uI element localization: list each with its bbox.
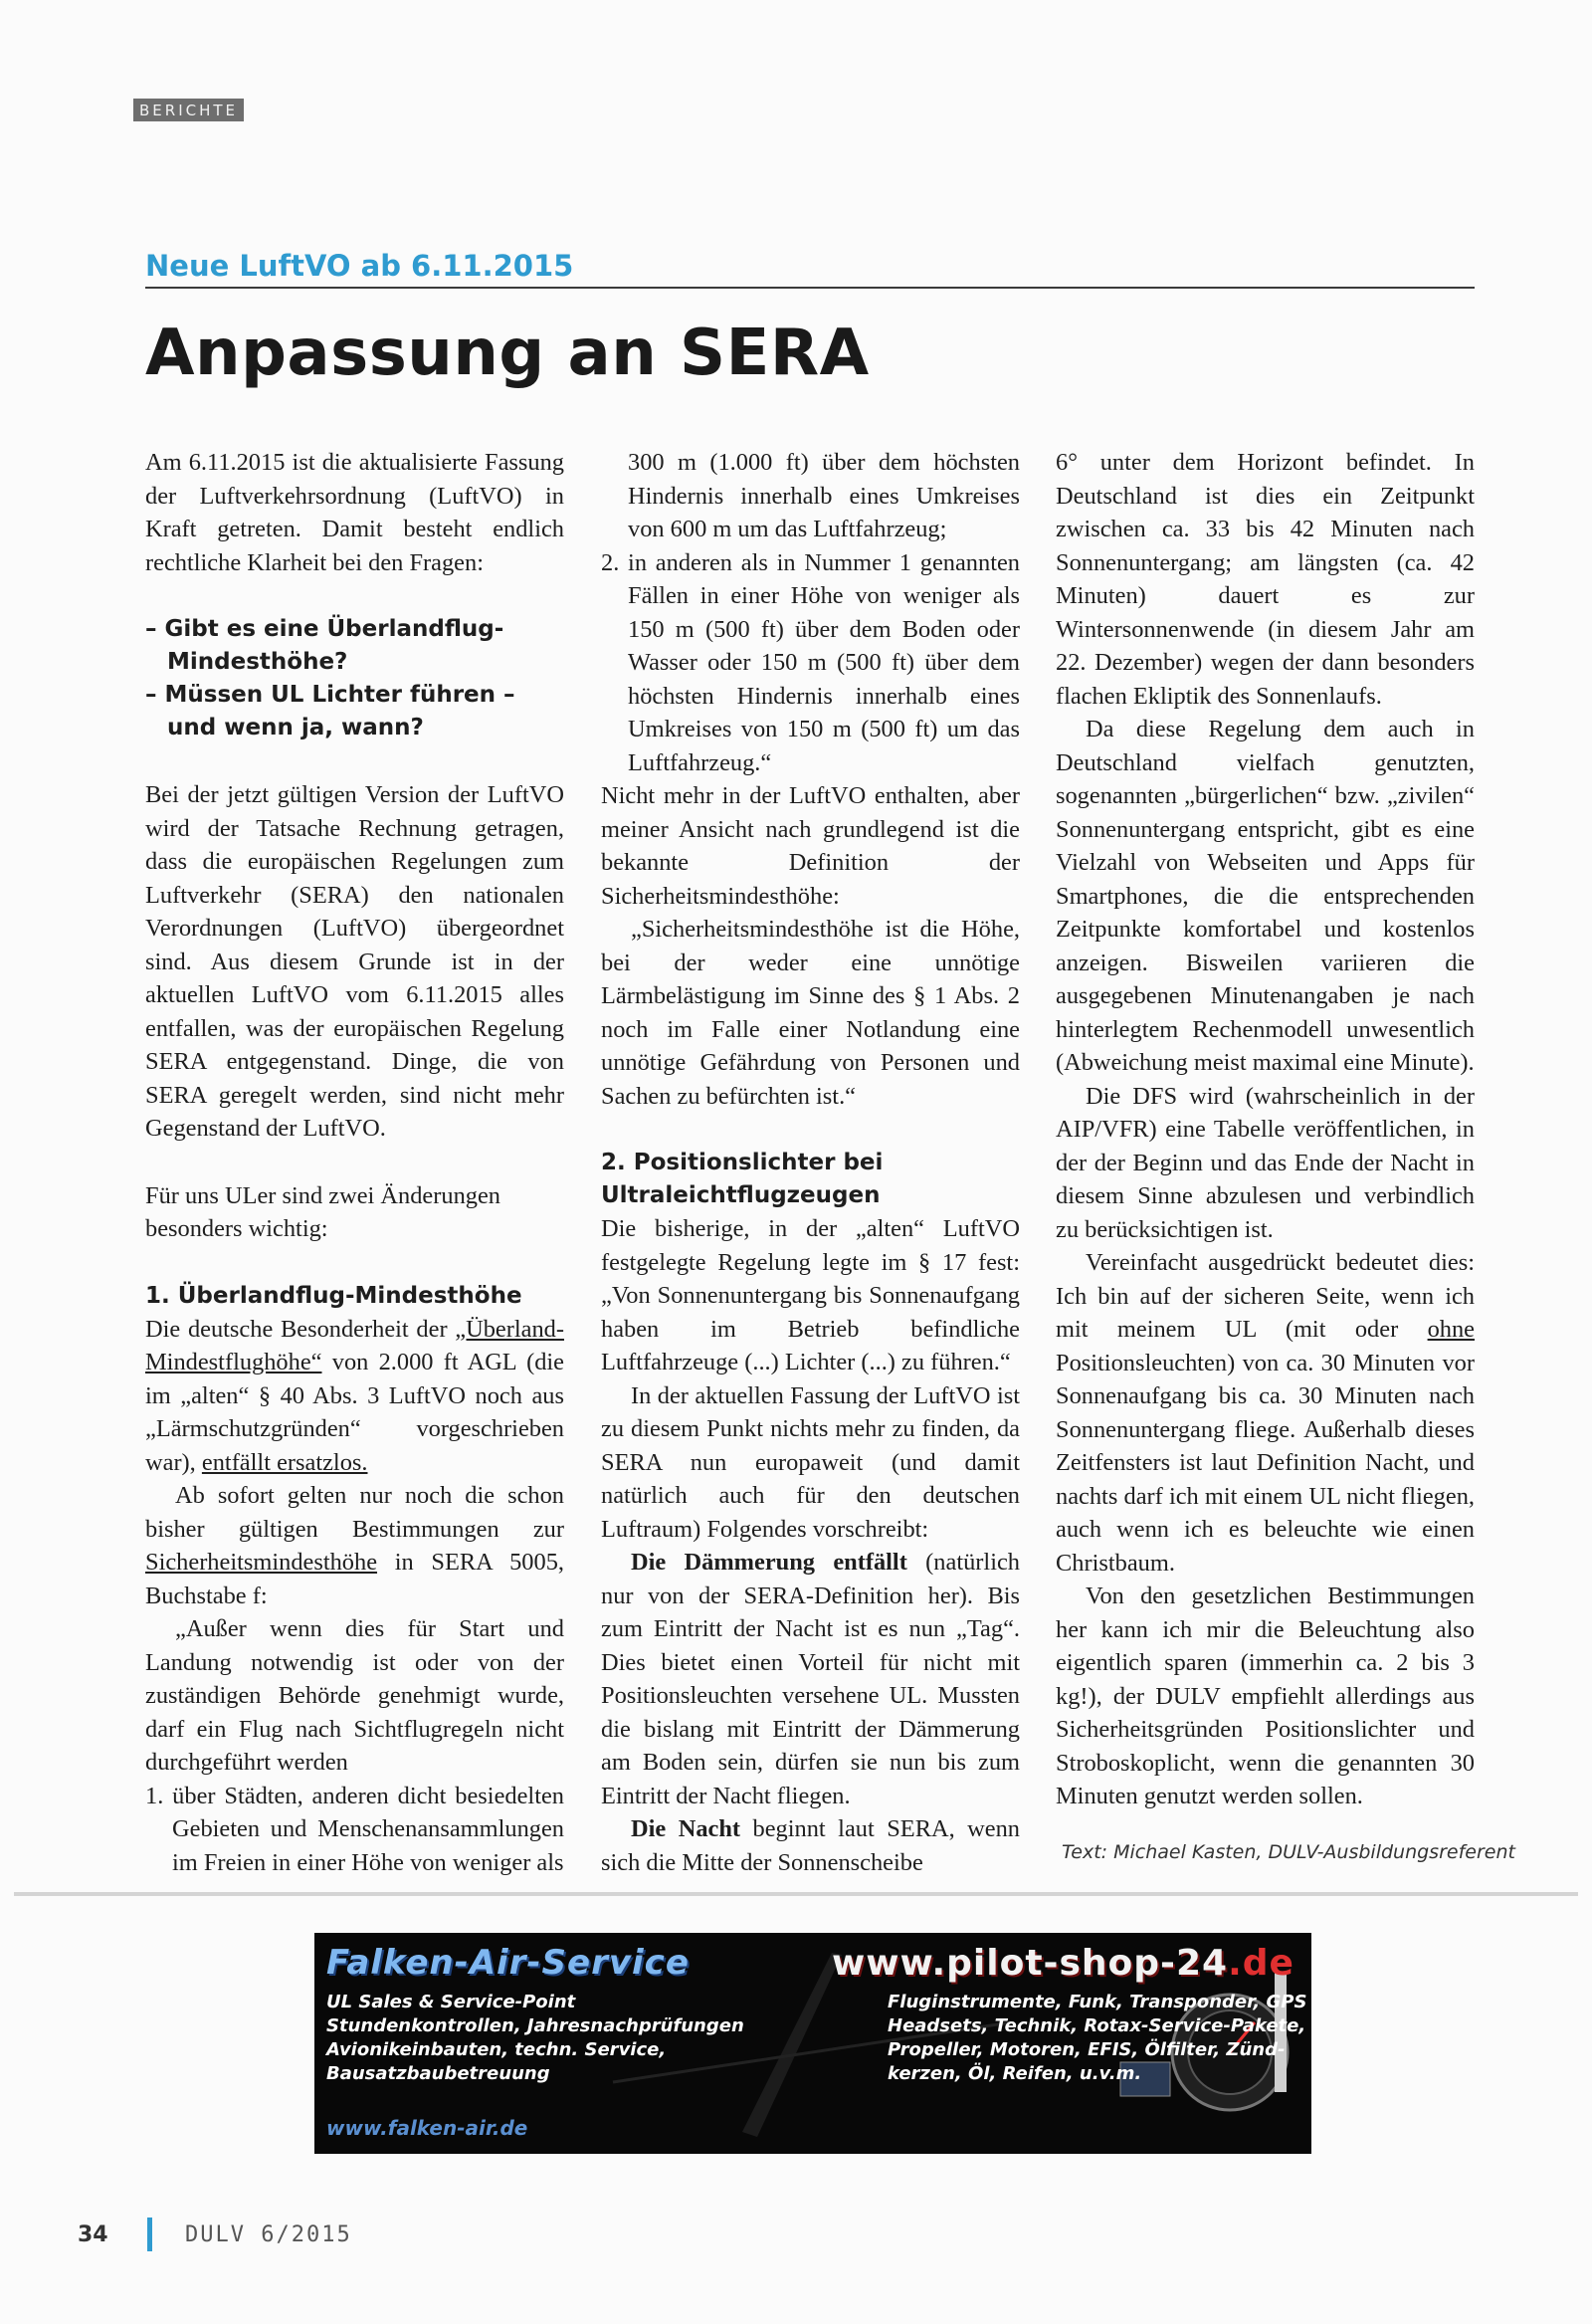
question-1: – Gibt es eine Überlandflug-Mindesthöhe?	[145, 616, 504, 675]
paragraph: Bei der jetzt gültigen Version der LuftVO wird der Tatsache Rechnung getragen, dass die europäischen Regelungen zum Luftverkehr (SERA) den nationalen Verordnungen (LuftVO) übergeordnet sind. Aus diesem Grunde ist in der aktuellen LuftVO vom 6.11.2015 alles entfallen, was der europäischen Regelung SERA entgegenstand. Dinge, die von SERA geregelt werden, sind nicht mehr Gegenstand der LuftVO.	[145, 781, 564, 1142]
ad-services-right: Fluginstrumente, Funk, Transponder, GPS Headsets, Technik, Rotax-Service-Pakete, Propeller, Motoren, EFIS, Ölfilter, Zünd- kerzen, Öl, Reifen, u.v.m.	[888, 1992, 1307, 2084]
paragraph: Vereinfacht ausgedrückt bedeutet dies: Ich bin auf der sicheren Seite, wenn ich mit meinem UL (mit oder ohne Positionsleuchten) von ca. 30 Minuten vor Sonnenaufgang bis ca. 30 Minuten nach Sonnenuntergang fliege. Außerhalb dieses Zeitfensters ist laut Definition Nacht, und nachts darf ich mit einem UL nicht fliegen, auch wenn ich es beleuchte wie einen Christbaum.	[1056, 1249, 1475, 1577]
column-2	[601, 446, 1020, 1879]
intro-paragraph: Am 6.11.2015 ist die aktualisierte Fassung der Luftverkehrsordnung (LuftVO) in Kraft getreten. Damit besteht endlich rechtliche Klarheit bei den Fragen:	[145, 449, 564, 576]
paragraph: Nicht mehr in der LuftVO enthalten, aber meiner Ansicht nach grundlegend ist die bekannte Definition der Sicherheitsmindesthöhe:	[601, 782, 1020, 910]
paragraph: Da diese Regelung dem auch in Deutschland vielfach genutzten, sogenannten „bürgerlichen“ bzw. „zivilen“ Sonnenuntergang entspricht, gibt es eine Vielzahl von Webseiten und Apps für Smartphones, die die entsprechenden Zeitpunkte komfortabel und kostenlos anzeigen. Bisweilen variieren die ausgegebenen Minutenangaben je nach hinterlegtem Rechenmodell unwesentlich (Abweichung meist maximal eine Minute).	[1056, 716, 1475, 1076]
list-item-cont: 300 m (1.000 ft) über dem höchsten Hindernis innerhalb eines Umkreises von 600 m um das Luftfahrzeug;	[628, 449, 1020, 542]
paragraph: Die Nacht beginnt laut SERA, wenn sich die Mitte der Sonnenscheibe	[601, 1815, 1020, 1876]
paragraph: In der aktuellen Fassung der LuftVO ist zu diesem Punkt nichts mehr zu finden, da SERA nun europaweit (und damit natürlich auch für den deutschen Luftraum) Folgendes vorschreibt:	[601, 1381, 1020, 1543]
paragraph: Die deutsche Besonderheit der „Überland-Mindestflughöhe“ von 2.000 ft AGL (die im „alten“ § 40 Abs. 3 LuftVO noch aus „Lärmschutzgründen“ vorgeschrieben war), entfällt ersatzlos.	[145, 1315, 564, 1476]
question-2: – Müssen UL Lichter führen – und wenn ja, wann?	[145, 682, 515, 740]
page-number: 34	[78, 2222, 108, 2247]
column-3	[1056, 446, 1475, 1813]
question-list	[145, 613, 564, 744]
author-credit: Text: Michael Kasten, DULV-Ausbildungsreferent	[1062, 1841, 1515, 1863]
article-title: Anpassung an SERA	[145, 317, 870, 390]
kicker: Neue LuftVO ab 6.11.2015	[145, 249, 574, 283]
ad-services-left: UL Sales & Service-Point Stundenkontrollen, Jahresnachprüfungen Avionikeinbauten, techn. Service, Bausatzbaubetreuung	[326, 1992, 744, 2084]
footer-accent-bar	[147, 2218, 152, 2251]
heading-2: 2. Positionslichter bei Ultraleichtflugzeugen	[601, 1150, 884, 1208]
section-tag: BERICHTE	[133, 99, 244, 121]
list-item: 2. in anderen als in Nummer 1 genannten Fällen in einer Höhe von weniger als 150 m (500 ft) über dem Boden oder Wasser oder 150 m (500 ft) über dem höchsten Hindernis innerhalb eines Umkreises von 150 m (500 ft) um das Luftfahrzeug.“	[601, 548, 1020, 776]
heading-1: 1. Überlandflug-Mindesthöhe	[145, 1282, 522, 1309]
bottom-rule	[14, 1892, 1578, 1896]
column-1	[145, 446, 564, 1879]
paragraph: Ab sofort gelten nur noch die schon bisher gültigen Bestimmungen zur Sicherheitsmindesthöhe in SERA 5005, Buchstabe f:	[145, 1482, 564, 1609]
lead-paragraph: Für uns ULer sind zwei Änderungen besonders wichtig:	[145, 1181, 500, 1242]
paragraph: Von den gesetzlichen Bestimmungen her kann ich mir die Beleuchtung also eigentlich sparen (immerhin ca. 2 bis 3 kg!), der DULV empfiehlt allerdings aus Sicherheitsgründen Positionslichter und Stroboskoplicht, wenn die genannten 30 Minuten genutzt werden sollen.	[1056, 1583, 1475, 1809]
publication-issue: DULV 6/2015	[185, 2222, 352, 2247]
paragraph: 6° unter dem Horizont befindet. In Deutschland ist dies ein Zeitpunkt zwischen ca. 33 bis 42 Minuten nach Sonnenuntergang; am längsten (ca. 42 Minuten) dauert es zur Wintersonnenwende (in diesem Jahr am 22. Dezember) wegen der dann besonders flachen Ekliptik des Sonnenlaufs.	[1056, 449, 1475, 710]
paragraph: Die DFS wird (wahrscheinlich in der AIP/VFR) eine Tabelle veröffentlichen, in der der Beginn und das Ende der Nacht in diesem Sinne abzulesen und verbindlich zu berücksichtigen ist.	[1056, 1082, 1475, 1243]
ad-shop-link[interactable]: www.pilot-shop-24.de	[832, 1943, 1294, 1984]
ad-web-link[interactable]: www.falken-air.de	[326, 2116, 528, 2140]
advertisement-banner[interactable]	[314, 1933, 1311, 2154]
paragraph: Die Dämmerung entfällt (natürlich nur von der SERA-Definition her). Bis zum Eintritt der Nacht ist es nun „Tag“. Dies bietet einen Vorteil für nicht mit Positionsleuchten versehene UL. Mussten die bislang mit Eintritt der Dämmerung am Boden sein, dürfen sie nun bis zum Eintritt der Nacht fliegen.	[601, 1549, 1020, 1809]
paragraph: Die bisherige, in der „alten“ LuftVO festgelegte Regelung legte im § 17 fest: „Von Sonnenuntergang bis Sonnenaufgang haben im Betrieb befindliche Luftfahrzeuge (...) Lichter (...) zu führen.“	[601, 1215, 1020, 1375]
ad-brand: Falken-Air-Service	[326, 1943, 690, 1983]
header-rule	[145, 287, 1475, 289]
quote: „Sicherheitsmindesthöhe ist die Höhe, bei der weder eine unnötige Lärmbelästigung im Sinne des § 1 Abs. 2 noch im Falle einer Notlandung eine unnötige Gefährdung von Personen und Sachen zu befürchten ist.“	[601, 916, 1020, 1110]
quote: „Außer wenn dies für Start und Landung notwendig ist oder von der zuständigen Behörde genehmigt wurde, darf ein Flug nach Sichtflugregeln nicht durchgeführt werden	[145, 1615, 564, 1776]
list-item: 1. über Städten, anderen dicht besiedelten Gebieten und Menschenansammlungen im Freien in einer Höhe von weniger als	[145, 1782, 564, 1876]
